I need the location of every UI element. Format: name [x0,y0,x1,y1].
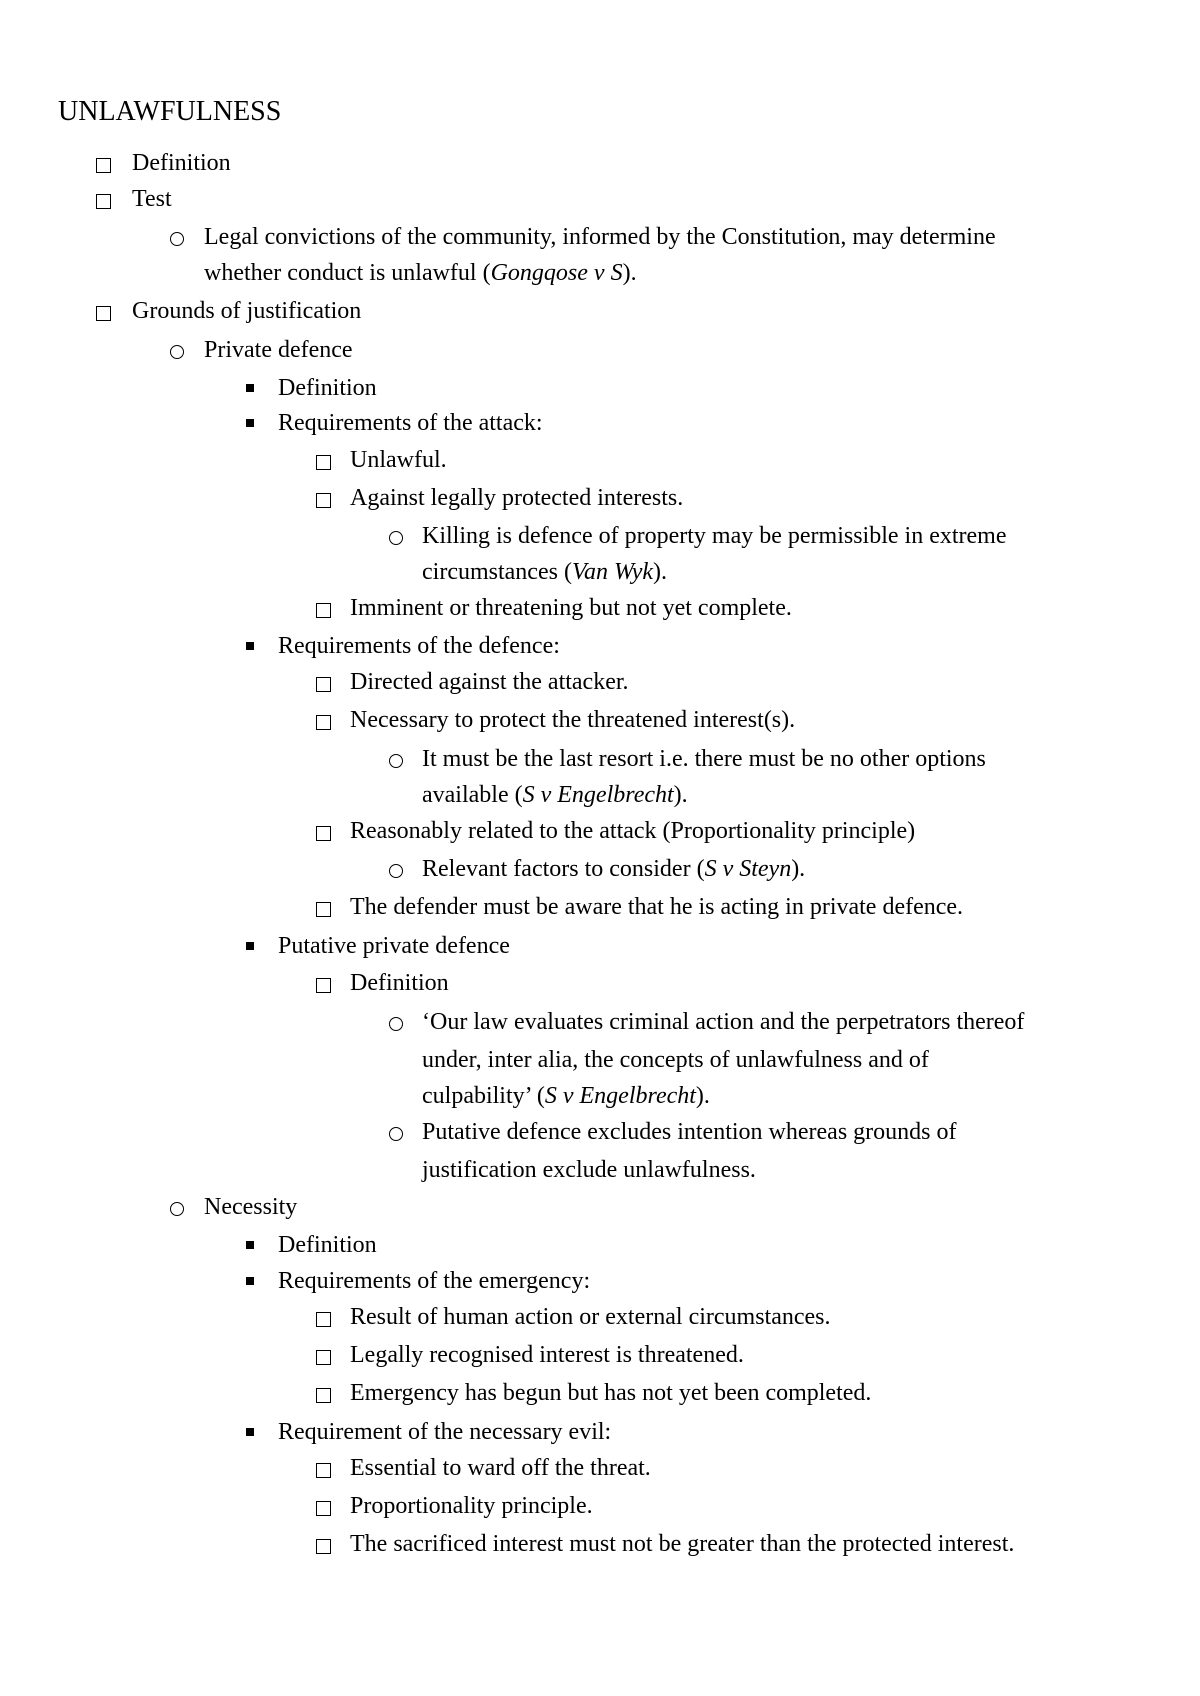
circle-bullet-icon [389,1017,403,1031]
list-item-evil-1: Essential to ward off the threat. [350,1455,651,1481]
checkbox-bullet-icon [316,826,331,841]
list-item-grounds: Grounds of justification [132,298,362,324]
list-item-putative-note-1-cont: culpability’ (S v Engelbrecht). [422,1083,710,1109]
circle-bullet-icon [389,1127,403,1141]
checkbox-bullet-icon [316,715,331,730]
list-item-test-note: Legal convictions of the community, informed by the Constitution, may determine [204,224,996,250]
list-item-attack-2-note: Killing is defence of property may be permissible in extreme [422,523,1007,549]
square-bullet-icon [246,942,254,950]
checkbox-bullet-icon [316,493,331,508]
list-item-nec-definition: Definition [278,1232,377,1258]
square-bullet-icon [246,1241,254,1249]
case-citation: S v Engelbrecht [522,782,674,808]
circle-bullet-icon [170,1202,184,1216]
list-item-attack-3: Imminent or threatening but not yet complete. [350,595,792,621]
list-item-defence-2-note: It must be the last resort i.e. there must be no other options [422,746,986,772]
list-item-emergency-2: Legally recognised interest is threatened. [350,1342,744,1368]
checkbox-bullet-icon [316,455,331,470]
list-item-defence-3-note: Relevant factors to consider (S v Steyn). [422,856,806,882]
circle-bullet-icon [389,754,403,768]
list-item-attack-2: Against legally protected interests. [350,485,684,511]
circle-bullet-icon [170,345,184,359]
checkbox-bullet-icon [316,978,331,993]
list-item-putative-note-2: Putative defence excludes intention whereas grounds of [422,1119,957,1145]
list-item-nec-req-emergency: Requirements of the emergency: [278,1268,591,1294]
list-item-evil-2: Proportionality principle. [350,1493,593,1519]
checkbox-bullet-icon [96,158,111,173]
square-bullet-icon [246,419,254,427]
case-citation: Van Wyk [571,559,654,585]
case-citation: S v Engelbrecht [544,1083,696,1109]
circle-bullet-icon [389,531,403,545]
list-item-attack-1: Unlawful. [350,447,447,473]
checkbox-bullet-icon [316,1501,331,1516]
checkbox-bullet-icon [316,1350,331,1365]
list-item-putative-note-2-cont: justification exclude unlawfulness. [422,1157,756,1183]
list-item-nec-req-evil: Requirement of the necessary evil: [278,1419,612,1445]
list-item-pd-req-defence: Requirements of the defence: [278,633,560,659]
list-item-defence-3: Reasonably related to the attack (Proportionality principle) [350,818,916,844]
list-item-putative: Putative private defence [278,933,510,959]
page-title: UNLAWFULNESS [58,96,282,127]
list-item-putative-definition: Definition [350,970,449,996]
list-item-emergency-3: Emergency has begun but has not yet been completed. [350,1380,872,1406]
square-bullet-icon [246,1277,254,1285]
list-item-pd-req-attack: Requirements of the attack: [278,410,543,436]
list-item-evil-3: The sacrificed interest must not be greater than the protected interest. [350,1531,1015,1557]
checkbox-bullet-icon [96,306,111,321]
list-item-test-note-cont: whether conduct is unlawful (Gongqose v S). [204,260,637,286]
list-item-emergency-1: Result of human action or external circumstances. [350,1304,831,1330]
list-item-putative-note-1-cont: under, inter alia, the concepts of unlawfulness and of [422,1047,929,1073]
case-citation: Gongqose v S [490,260,623,286]
circle-bullet-icon [389,864,403,878]
list-item-defence-2: Necessary to protect the threatened interest(s). [350,707,796,733]
list-item-test: Test [132,186,172,212]
square-bullet-icon [246,384,254,392]
list-item-defence-4: The defender must be aware that he is acting in private defence. [350,894,964,920]
list-item-necessity: Necessity [204,1194,298,1220]
list-item-definition: Definition [132,150,231,176]
list-item-putative-note-1: ‘Our law evaluates criminal action and the perpetrators thereof [422,1009,1025,1035]
case-citation: S v Steyn [704,856,792,882]
circle-bullet-icon [170,232,184,246]
checkbox-bullet-icon [316,1539,331,1554]
checkbox-bullet-icon [96,194,111,209]
checkbox-bullet-icon [316,1463,331,1478]
list-item-pd-definition: Definition [278,375,377,401]
checkbox-bullet-icon [316,902,331,917]
square-bullet-icon [246,642,254,650]
checkbox-bullet-icon [316,677,331,692]
checkbox-bullet-icon [316,603,331,618]
list-item-private-defence: Private defence [204,337,353,363]
checkbox-bullet-icon [316,1312,331,1327]
list-item-attack-2-note-cont: circumstances (Van Wyk). [422,559,668,585]
checkbox-bullet-icon [316,1388,331,1403]
square-bullet-icon [246,1428,254,1436]
list-item-defence-1: Directed against the attacker. [350,669,629,695]
list-item-defence-2-note-cont: available (S v Engelbrecht). [422,782,688,808]
